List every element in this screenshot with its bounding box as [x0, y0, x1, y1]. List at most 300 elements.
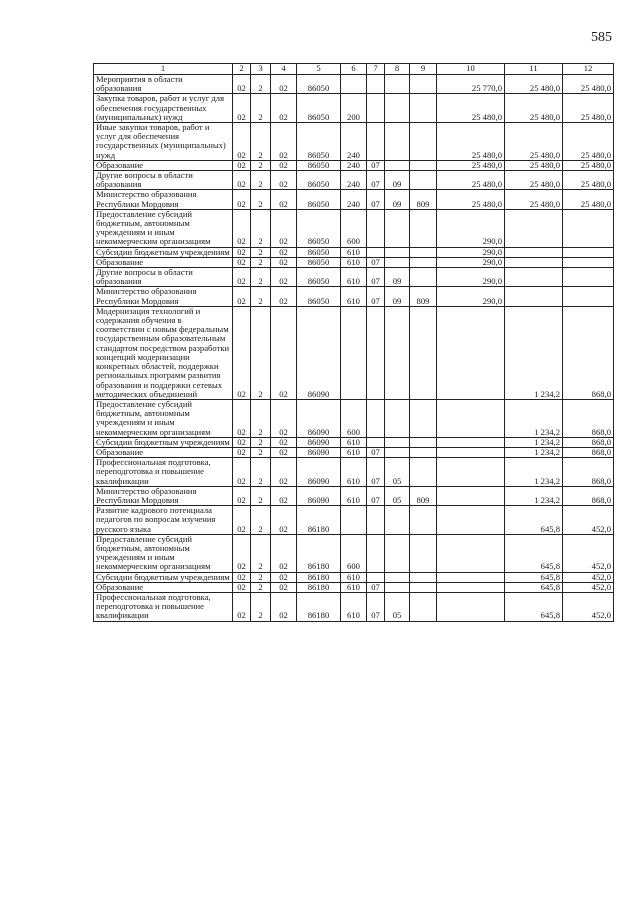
value-cell: [385, 209, 410, 247]
column-header: 11: [505, 64, 563, 75]
value-cell: 200: [341, 94, 367, 123]
table-row: [94, 75, 614, 94]
value-cell: [410, 171, 437, 190]
value-cell: 1 234,2: [505, 486, 563, 505]
value-cell: 02: [233, 268, 251, 287]
value-cell: 02: [233, 160, 251, 170]
value-cell: 809: [410, 190, 437, 209]
table-row: [94, 437, 614, 447]
value-cell: [410, 506, 437, 535]
value-cell: 07: [367, 257, 385, 267]
table-row: [94, 160, 614, 170]
value-cell: 02: [271, 506, 297, 535]
value-cell: 02: [233, 582, 251, 592]
value-cell: 2: [251, 190, 271, 209]
row-name-cell: Субсидии бюджетным учреждениям: [94, 572, 233, 582]
value-cell: 25 770,0: [437, 75, 505, 94]
value-cell: [341, 75, 367, 94]
value-cell: [410, 257, 437, 267]
value-cell: [410, 582, 437, 592]
value-cell: 86050: [297, 160, 341, 170]
value-cell: [410, 268, 437, 287]
value-cell: 2: [251, 582, 271, 592]
value-cell: 02: [233, 447, 251, 457]
value-cell: 86180: [297, 534, 341, 572]
value-cell: [385, 94, 410, 123]
value-cell: [563, 209, 614, 247]
value-cell: 25 480,0: [437, 190, 505, 209]
row-name-cell: Образование: [94, 257, 233, 267]
value-cell: 86050: [297, 190, 341, 209]
value-cell: [367, 94, 385, 123]
value-cell: [385, 582, 410, 592]
value-cell: 809: [410, 287, 437, 306]
value-cell: [385, 437, 410, 447]
row-name-cell: Министерство образования Республики Мордовия: [94, 486, 233, 505]
row-name-cell: Профессиональная подготовка, переподготовка и повышение квалификации: [94, 458, 233, 487]
page-number: 585: [591, 30, 612, 45]
value-cell: 868,0: [563, 486, 614, 505]
value-cell: 02: [271, 534, 297, 572]
table-row: [94, 399, 614, 437]
value-cell: [367, 437, 385, 447]
value-cell: 02: [271, 582, 297, 592]
table-row: [94, 190, 614, 209]
row-name-cell: Другие вопросы в области образования: [94, 268, 233, 287]
value-cell: 86050: [297, 257, 341, 267]
value-cell: 240: [341, 160, 367, 170]
value-cell: 02: [233, 592, 251, 621]
row-name-cell: Мероприятия в области образования: [94, 75, 233, 94]
value-cell: 25 480,0: [563, 160, 614, 170]
row-name-cell: Другие вопросы в области образования: [94, 171, 233, 190]
value-cell: 25 480,0: [437, 171, 505, 190]
value-cell: [341, 306, 367, 399]
table-row: [94, 287, 614, 306]
value-cell: [437, 486, 505, 505]
value-cell: [410, 123, 437, 161]
value-cell: 86090: [297, 447, 341, 457]
value-cell: [505, 287, 563, 306]
value-cell: [505, 268, 563, 287]
value-cell: 02: [233, 190, 251, 209]
value-cell: 25 480,0: [505, 160, 563, 170]
value-cell: [410, 458, 437, 487]
value-cell: 2: [251, 257, 271, 267]
value-cell: 610: [341, 287, 367, 306]
value-cell: 290,0: [437, 287, 505, 306]
value-cell: 25 480,0: [505, 190, 563, 209]
value-cell: 1 234,2: [505, 437, 563, 447]
value-cell: 868,0: [563, 437, 614, 447]
value-cell: 610: [341, 592, 367, 621]
value-cell: 645,8: [505, 572, 563, 582]
value-cell: 86050: [297, 287, 341, 306]
value-cell: [410, 447, 437, 457]
row-name-cell: Предоставление субсидий бюджетным, автономным учреждениям и иным некоммерческим организациям: [94, 209, 233, 247]
value-cell: 600: [341, 399, 367, 437]
value-cell: [437, 306, 505, 399]
value-cell: 07: [367, 582, 385, 592]
value-cell: 02: [271, 437, 297, 447]
value-cell: 86050: [297, 209, 341, 247]
value-cell: 2: [251, 94, 271, 123]
budget-table: [93, 63, 614, 622]
table-row: [94, 534, 614, 572]
value-cell: [385, 447, 410, 457]
column-header: 10: [437, 64, 505, 75]
value-cell: 07: [367, 592, 385, 621]
table-row: [94, 247, 614, 257]
value-cell: 07: [367, 171, 385, 190]
value-cell: 25 480,0: [563, 123, 614, 161]
value-cell: 07: [367, 458, 385, 487]
value-cell: 86090: [297, 437, 341, 447]
value-cell: 25 480,0: [505, 75, 563, 94]
value-cell: 25 480,0: [505, 123, 563, 161]
value-cell: 610: [341, 247, 367, 257]
value-cell: [410, 399, 437, 437]
value-cell: [385, 506, 410, 535]
value-cell: 02: [233, 257, 251, 267]
value-cell: 02: [271, 123, 297, 161]
value-cell: [410, 572, 437, 582]
table-row: [94, 458, 614, 487]
value-cell: 809: [410, 486, 437, 505]
value-cell: 2: [251, 437, 271, 447]
column-header: 8: [385, 64, 410, 75]
value-cell: 05: [385, 486, 410, 505]
value-cell: 868,0: [563, 399, 614, 437]
table-row: [94, 447, 614, 457]
value-cell: [367, 306, 385, 399]
value-cell: 610: [341, 458, 367, 487]
value-cell: 02: [233, 287, 251, 306]
value-cell: 09: [385, 171, 410, 190]
value-cell: 07: [367, 287, 385, 306]
value-cell: [505, 209, 563, 247]
value-cell: 2: [251, 458, 271, 487]
value-cell: 02: [233, 458, 251, 487]
value-cell: 02: [233, 486, 251, 505]
value-cell: 02: [271, 447, 297, 457]
value-cell: 02: [271, 160, 297, 170]
value-cell: 25 480,0: [437, 123, 505, 161]
value-cell: [437, 534, 505, 572]
value-cell: [367, 534, 385, 572]
value-cell: 600: [341, 209, 367, 247]
value-cell: 07: [367, 190, 385, 209]
value-cell: [385, 257, 410, 267]
value-cell: 25 480,0: [563, 171, 614, 190]
table-row: [94, 592, 614, 621]
value-cell: 868,0: [563, 447, 614, 457]
value-cell: 1 234,2: [505, 458, 563, 487]
value-cell: 07: [367, 268, 385, 287]
value-cell: 86050: [297, 75, 341, 94]
value-cell: 09: [385, 268, 410, 287]
value-cell: 2: [251, 399, 271, 437]
value-cell: 1 234,2: [505, 306, 563, 399]
value-cell: [563, 257, 614, 267]
value-cell: [437, 399, 505, 437]
value-cell: 02: [271, 247, 297, 257]
value-cell: 610: [341, 447, 367, 457]
value-cell: [410, 94, 437, 123]
value-cell: 2: [251, 486, 271, 505]
value-cell: 2: [251, 123, 271, 161]
value-cell: [437, 572, 505, 582]
value-cell: [410, 534, 437, 572]
row-name-cell: Субсидии бюджетным учреждениям: [94, 247, 233, 257]
value-cell: 02: [233, 123, 251, 161]
value-cell: 610: [341, 268, 367, 287]
column-header: 7: [367, 64, 385, 75]
value-cell: 02: [271, 592, 297, 621]
value-cell: 25 480,0: [505, 94, 563, 123]
value-cell: 02: [233, 534, 251, 572]
value-cell: 86050: [297, 247, 341, 257]
value-cell: 86090: [297, 486, 341, 505]
value-cell: [410, 592, 437, 621]
value-cell: 02: [233, 506, 251, 535]
value-cell: 610: [341, 582, 367, 592]
value-cell: 07: [367, 486, 385, 505]
value-cell: [367, 123, 385, 161]
value-cell: 610: [341, 437, 367, 447]
row-name-cell: Образование: [94, 447, 233, 457]
value-cell: 2: [251, 75, 271, 94]
value-cell: 07: [367, 160, 385, 170]
value-cell: 452,0: [563, 582, 614, 592]
value-cell: [367, 75, 385, 94]
value-cell: 240: [341, 123, 367, 161]
value-cell: 86090: [297, 306, 341, 399]
table-row: [94, 506, 614, 535]
value-cell: 610: [341, 257, 367, 267]
value-cell: 02: [271, 399, 297, 437]
value-cell: [437, 437, 505, 447]
value-cell: 02: [271, 75, 297, 94]
value-cell: 290,0: [437, 209, 505, 247]
value-cell: [437, 582, 505, 592]
column-header: 3: [251, 64, 271, 75]
value-cell: 452,0: [563, 572, 614, 582]
column-header: 9: [410, 64, 437, 75]
value-cell: 2: [251, 592, 271, 621]
value-cell: 2: [251, 306, 271, 399]
value-cell: [410, 75, 437, 94]
value-cell: 09: [385, 287, 410, 306]
column-header: 2: [233, 64, 251, 75]
value-cell: 02: [271, 268, 297, 287]
value-cell: 240: [341, 171, 367, 190]
value-cell: 1 234,2: [505, 399, 563, 437]
table-row: [94, 486, 614, 505]
table-row: [94, 257, 614, 267]
value-cell: [385, 123, 410, 161]
value-cell: 2: [251, 171, 271, 190]
value-cell: 02: [271, 209, 297, 247]
table-body: [94, 75, 614, 622]
value-cell: [385, 160, 410, 170]
column-header: 4: [271, 64, 297, 75]
column-header: 12: [563, 64, 614, 75]
value-cell: 452,0: [563, 506, 614, 535]
row-name-cell: Развитие кадрового потенциала педагогов по вопросам изучения русского языка: [94, 506, 233, 535]
value-cell: [437, 592, 505, 621]
value-cell: 02: [271, 171, 297, 190]
value-cell: [410, 306, 437, 399]
value-cell: 07: [367, 447, 385, 457]
row-name-cell: Предоставление субсидий бюджетным, автономным учреждениям и иным некоммерческим организациям: [94, 399, 233, 437]
value-cell: [367, 572, 385, 582]
value-cell: 02: [271, 190, 297, 209]
value-cell: 290,0: [437, 257, 505, 267]
value-cell: 02: [233, 399, 251, 437]
value-cell: 2: [251, 268, 271, 287]
row-name-cell: Иные закупки товаров, работ и услуг для обеспечения государственных (муниципальных) нужд: [94, 123, 233, 161]
value-cell: 86180: [297, 572, 341, 582]
value-cell: 86050: [297, 94, 341, 123]
value-cell: 610: [341, 486, 367, 505]
value-cell: [563, 247, 614, 257]
value-cell: 452,0: [563, 592, 614, 621]
value-cell: 02: [233, 247, 251, 257]
row-name-cell: Субсидии бюджетным учреждениям: [94, 437, 233, 447]
table-row: [94, 94, 614, 123]
value-cell: 600: [341, 534, 367, 572]
value-cell: 240: [341, 190, 367, 209]
value-cell: [367, 247, 385, 257]
row-name-cell: Образование: [94, 582, 233, 592]
table-row: [94, 582, 614, 592]
value-cell: 02: [271, 287, 297, 306]
value-cell: 610: [341, 572, 367, 582]
value-cell: [385, 572, 410, 582]
value-cell: 25 480,0: [505, 171, 563, 190]
value-cell: [385, 247, 410, 257]
row-name-cell: Закупка товаров, работ и услуг для обеспечения государственных (муниципальных) нужд: [94, 94, 233, 123]
row-name-cell: Министерство образования Республики Мордовия: [94, 287, 233, 306]
value-cell: [385, 75, 410, 94]
value-cell: 290,0: [437, 268, 505, 287]
value-cell: [385, 306, 410, 399]
value-cell: 25 480,0: [563, 94, 614, 123]
value-cell: [385, 534, 410, 572]
row-name-cell: Министерство образования Республики Мордовия: [94, 190, 233, 209]
value-cell: 2: [251, 572, 271, 582]
value-cell: 02: [233, 75, 251, 94]
table-row: [94, 268, 614, 287]
row-name-cell: Профессиональная подготовка, переподготовка и повышение квалификации: [94, 592, 233, 621]
value-cell: 645,8: [505, 506, 563, 535]
value-cell: [385, 399, 410, 437]
value-cell: 25 480,0: [563, 75, 614, 94]
table-row: [94, 572, 614, 582]
value-cell: 868,0: [563, 458, 614, 487]
value-cell: 1 234,2: [505, 447, 563, 457]
value-cell: 452,0: [563, 534, 614, 572]
value-cell: 86090: [297, 458, 341, 487]
value-cell: [410, 247, 437, 257]
value-cell: [505, 257, 563, 267]
value-cell: 645,8: [505, 582, 563, 592]
value-cell: 02: [233, 437, 251, 447]
value-cell: [437, 458, 505, 487]
value-cell: 2: [251, 247, 271, 257]
value-cell: [563, 268, 614, 287]
value-cell: [367, 506, 385, 535]
value-cell: 02: [233, 171, 251, 190]
value-cell: 645,8: [505, 592, 563, 621]
value-cell: [367, 399, 385, 437]
value-cell: [410, 160, 437, 170]
value-cell: 02: [233, 209, 251, 247]
row-name-cell: Модернизация технологий и содержания обучения в соответствии с новым федеральным государственным образовательным стандартом посредством разработки концепций модернизации конкретных областей, поддержки региональных программ развития образования и поддержки сетевых методических объединений: [94, 306, 233, 399]
value-cell: 05: [385, 458, 410, 487]
value-cell: 86050: [297, 171, 341, 190]
value-cell: 02: [271, 94, 297, 123]
value-cell: 2: [251, 447, 271, 457]
value-cell: 25 480,0: [437, 160, 505, 170]
value-cell: 05: [385, 592, 410, 621]
value-cell: 02: [271, 306, 297, 399]
value-cell: [437, 447, 505, 457]
value-cell: [410, 209, 437, 247]
value-cell: 02: [271, 572, 297, 582]
row-name-cell: Образование: [94, 160, 233, 170]
column-header: 6: [341, 64, 367, 75]
value-cell: 86180: [297, 506, 341, 535]
value-cell: 290,0: [437, 247, 505, 257]
value-cell: 02: [271, 486, 297, 505]
value-cell: [341, 506, 367, 535]
value-cell: [410, 437, 437, 447]
value-cell: 02: [271, 257, 297, 267]
value-cell: [505, 247, 563, 257]
value-cell: 2: [251, 534, 271, 572]
value-cell: 868,0: [563, 306, 614, 399]
value-cell: 86180: [297, 592, 341, 621]
value-cell: [437, 506, 505, 535]
value-cell: 25 480,0: [563, 190, 614, 209]
value-cell: 2: [251, 160, 271, 170]
table-row: [94, 123, 614, 161]
value-cell: 2: [251, 506, 271, 535]
value-cell: 02: [233, 94, 251, 123]
table-row: [94, 306, 614, 399]
column-header: 5: [297, 64, 341, 75]
value-cell: 02: [271, 458, 297, 487]
value-cell: 25 480,0: [437, 94, 505, 123]
value-cell: 09: [385, 190, 410, 209]
value-cell: 02: [233, 306, 251, 399]
value-cell: 02: [233, 572, 251, 582]
value-cell: 86050: [297, 268, 341, 287]
value-cell: 2: [251, 209, 271, 247]
column-header: 1: [94, 64, 233, 75]
table-row: [94, 209, 614, 247]
value-cell: 2: [251, 287, 271, 306]
table-row: [94, 171, 614, 190]
value-cell: 86050: [297, 123, 341, 161]
value-cell: 86090: [297, 399, 341, 437]
row-name-cell: Предоставление субсидий бюджетным, автономным учреждениям и иным некоммерческим организациям: [94, 534, 233, 572]
value-cell: [367, 209, 385, 247]
value-cell: 86180: [297, 582, 341, 592]
value-cell: 645,8: [505, 534, 563, 572]
